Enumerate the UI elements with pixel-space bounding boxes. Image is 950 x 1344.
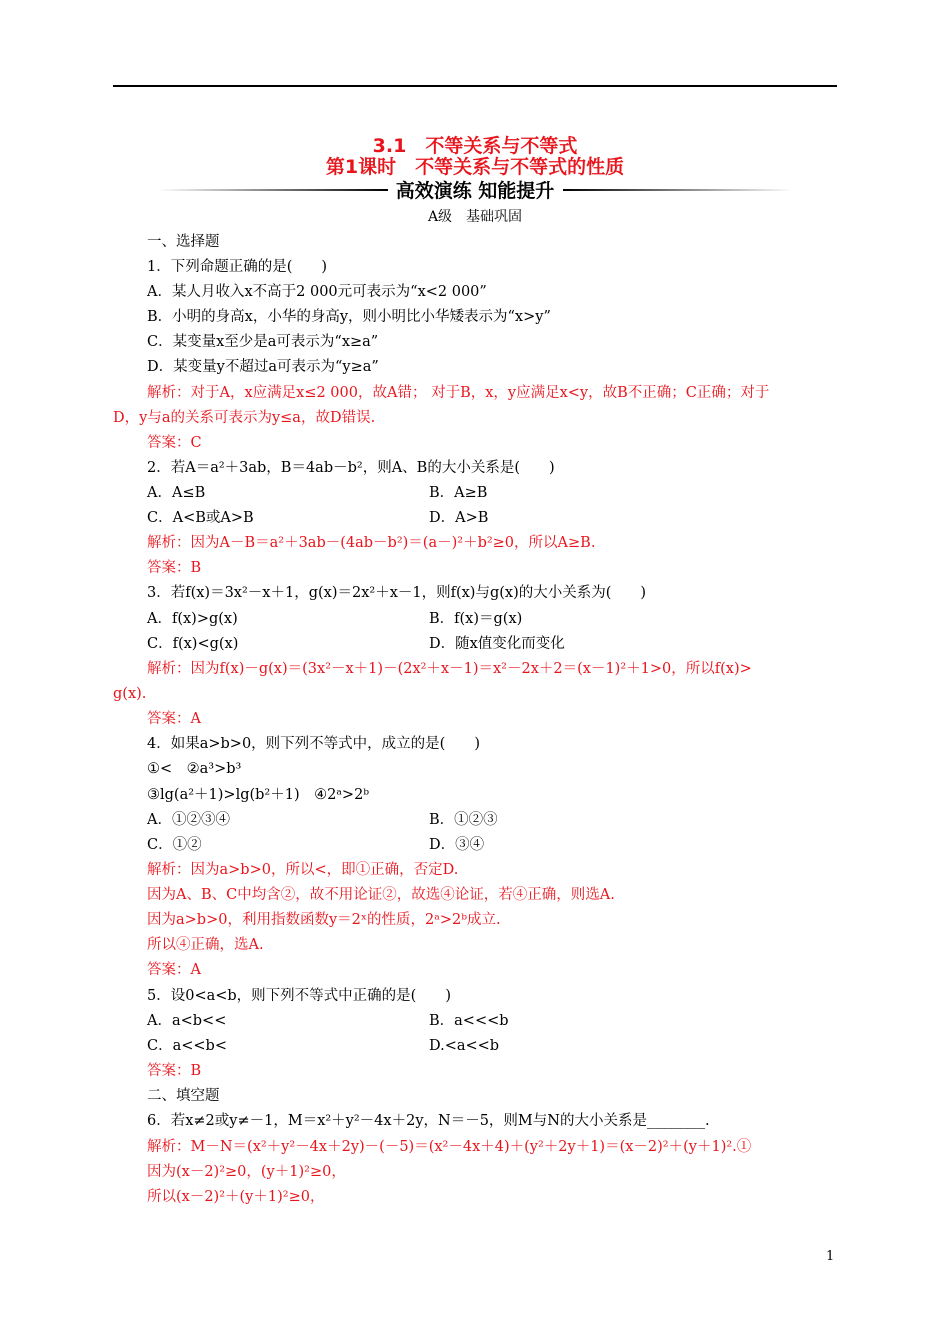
q3-option-d: D．随x值变化而变化 [429, 636, 565, 652]
q4-option-a: A．①②③④ [147, 812, 230, 828]
banner-text: 高效演练 知能提升 [395, 180, 555, 202]
q5-option-c: C．a<<b< [147, 1038, 227, 1054]
q2-answer: 答案：B [147, 560, 202, 576]
q4-analysis-1: 解析：因为a>b>0，所以<，即①正确，否定D. [147, 862, 459, 878]
q5-option-b: B．a<<<b [429, 1013, 509, 1029]
q4-option-d: D．③④ [429, 837, 485, 853]
q2-option-b: B．A≥B [429, 485, 488, 501]
q5-option-d: D.<a<<b [429, 1038, 500, 1054]
q4-statements-1: ①< ②a³>b³ [147, 761, 242, 777]
q2-option-a: A．A≤B [147, 485, 206, 501]
q4-analysis-2: 因为A、B、C中均含②，故不用论证②，故选④论证，若④正确，则选A. [147, 887, 615, 903]
q3-option-b: B．f(x)＝g(x) [429, 611, 523, 627]
lesson-title: 第1课时 不等关系与不等式的性质 [325, 156, 625, 178]
q2-option-d: D．A>B [429, 510, 489, 526]
header-rule [113, 85, 837, 87]
q1-option-b: B．小明的身高x，小华的身高y，则小明比小华矮表示为“x>y” [147, 309, 551, 325]
q3-analysis-cont: g(x). [113, 686, 147, 702]
q1-stem: 1．下列命题正确的是( ) [147, 259, 328, 275]
q6-analysis-1: 解析：M－N＝(x²＋y²－4x＋2y)－(－5)＝(x²－4x＋4)＋(y²＋2y＋1)＝(x－2)²＋(y＋1)².① [147, 1139, 752, 1155]
q6-analysis-2: 因为(x－2)²≥0，(y＋1)²≥0， [147, 1164, 346, 1180]
q1-answer: 答案：C [147, 435, 202, 451]
page-number: 1 [826, 1249, 835, 1264]
q6-analysis-3: 所以(x－2)²＋(y＋1)²≥0， [147, 1189, 325, 1205]
q4-stem: 4．如果a>b>0，则下列不等式中，成立的是( ) [147, 736, 480, 752]
q4-analysis-3: 因为a>b>0，利用指数函数y＝2ˣ的性质，2ᵃ>2ᵇ成立. [147, 912, 501, 928]
q2-stem: 2．若A＝a²＋3ab，B＝4ab－b²，则A、B的大小关系是( ) [147, 460, 555, 476]
q4-answer: 答案：A [147, 962, 201, 978]
q4-statements-2: ③lg(a²＋1)>lg(b²＋1) ④2ᵃ>2ᵇ [147, 787, 370, 803]
q5-option-a: A．a<b<< [147, 1013, 227, 1029]
q3-analysis: 解析：因为f(x)－g(x)＝(3x²－x＋1)－(2x²＋x－1)＝x²－2x＋2＝(x－1)²＋1>0，所以f(x)> [147, 661, 752, 677]
banner-right-rule [563, 189, 793, 191]
q4-option-b: B．①②③ [429, 812, 498, 828]
banner [0, 176, 950, 204]
section-heading-choice: 一、选择题 [147, 234, 220, 250]
q3-stem: 3．若f(x)＝3x²－x＋1，g(x)＝2x²＋x－1，则f(x)与g(x)的大小关系为( ) [147, 585, 647, 601]
q3-option-c: C．f(x)<g(x) [147, 636, 239, 652]
level-heading: A级 基础巩固 [427, 209, 523, 225]
q2-analysis: 解析：因为A－B＝a²＋3ab－(4ab－b²)＝(a－)²＋b²≥0，所以A≥B. [147, 535, 596, 551]
section-heading-fill: 二、填空题 [147, 1088, 220, 1104]
q1-option-c: C．某变量x至少是a可表示为“x≥a” [147, 334, 379, 350]
q3-answer: 答案：A [147, 711, 201, 727]
q3-option-a: A．f(x)>g(x) [147, 611, 238, 627]
q4-option-c: C．①② [147, 837, 202, 853]
q1-analysis: 解析：对于A，x应满足x≤2 000，故A错； 对于B，x，y应满足x<y，故B不正确；C正确；对于 [147, 385, 770, 401]
q1-analysis-cont: D，y与a的关系可表示为y≤a，故D错误. [113, 410, 376, 426]
section-title: 3.1 不等关系与不等式 [372, 135, 578, 157]
q4-analysis-4: 所以④正确，选A. [147, 937, 264, 953]
q6-stem: 6．若x≠2或y≠－1，M＝x²＋y²－4x＋2y，N＝－5，则M与N的大小关系是________. [147, 1113, 710, 1129]
q5-answer: 答案：B [147, 1063, 202, 1079]
q5-stem: 5．设0<a<b，则下列不等式中正确的是( ) [147, 988, 451, 1004]
q2-option-c: C．A<B或A>B [147, 510, 254, 526]
q1-option-a: A．某人月收入x不高于2 000元可表示为“x<2 000” [147, 284, 487, 300]
q1-option-d: D．某变量y不超过a可表示为“y≥a” [147, 359, 379, 375]
